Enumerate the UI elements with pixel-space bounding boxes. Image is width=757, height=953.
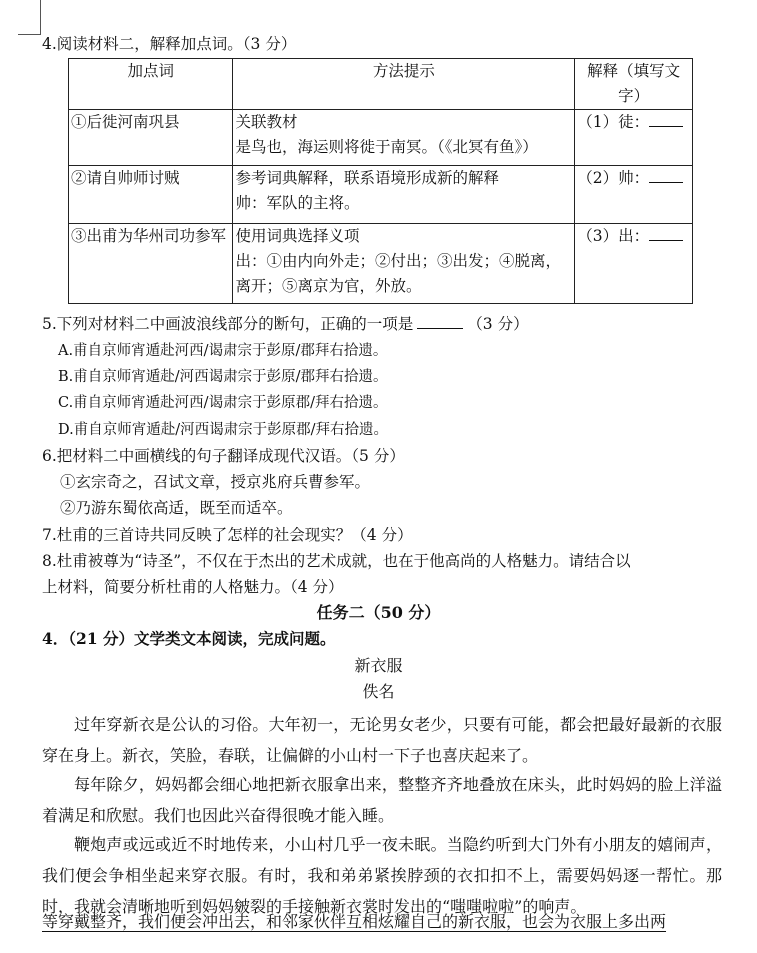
answer-blank[interactable] [649, 224, 683, 241]
task2-question-heading: 4．（21 分）文学类文本阅读，完成问题。 [42, 629, 336, 648]
answer-label: （3）出： [577, 227, 650, 245]
q5-option-a: A.甫自京师宵遁赴河西/谒肃宗于彭原/郡拜右拾遗。 [58, 343, 388, 359]
q7-stem: 7.杜甫的三首诗共同反映了怎样的社会现实？（4 分） [42, 526, 413, 544]
q4-title: 4.阅读材料二，解释加点词。（3 分） [42, 35, 297, 53]
table-row [69, 166, 693, 224]
row-answer [575, 110, 693, 166]
table-row [69, 224, 693, 304]
answer-label: （2）帅： [577, 169, 650, 187]
q5-stem-text: 5.下列对材料二中画波浪线部分的断句，正确的一项是 [42, 315, 414, 333]
hint-line: 使用词典选择义项 [235, 227, 360, 245]
row-hint [233, 110, 575, 166]
story-title: 新衣服 [354, 656, 403, 675]
hint-line: 帅：军队的主将。 [235, 194, 360, 212]
hint-line: 关联教材 [235, 113, 298, 131]
q5-option-d: D.甫自京师宵遁赴/河西谒肃宗于彭原郡/拜右拾遗。 [58, 422, 388, 438]
story-paragraph-3: 鞭炮声或远或近不时地传来，小山村几乎一夜未眠。当隐约听到大门外有小朋友的嬉闹声，我们便会争相坐起来穿衣服。有时，我和弟弟紧挨脖颈的衣扣扣不上，需要妈妈逐一帮忙。那时，我就会清晰地听到妈妈皴裂的手接触新衣裳时发出的“嗤嗤啦啦”的响声。 [42, 835, 722, 916]
q6-item-2: ②乃游东蜀依高适，既至而适卒。 [60, 499, 293, 517]
row-word: ①后徙河南巩县 [69, 110, 233, 166]
row-word: ②请自帅师讨贼 [69, 166, 233, 224]
row-answer [575, 166, 693, 224]
header-answer: 解释（填写文字） [575, 59, 693, 110]
q6-stem: 6.把材料二中画横线的句子翻译成现代汉语。（5 分） [42, 447, 405, 465]
q5-stem-score: （3 分） [467, 315, 529, 333]
q8-stem-line2: 上材料，简要分析杜甫的人格魅力。（4 分） [42, 578, 344, 596]
story-paragraph-1: 过年穿新衣是公认的习俗。大年初一，无论男女老少，只要有可能，都会把最好最新的衣服穿在身上。新衣，笑脸，春联，让偏僻的小山村一下子也喜庆起来了。 [42, 715, 722, 765]
task2-title: 任务二（50 分） [316, 603, 441, 622]
q5-option-b: B.甫自京师宵遁赴/河西谒肃宗于彭原/郡拜右拾遗。 [58, 369, 388, 385]
hint-line: 出：①由内向外走；②付出；③出发；④脱离，离开；⑤离京为官，外放。 [235, 252, 561, 295]
header-hint: 方法提示 [233, 59, 575, 110]
answer-blank[interactable] [649, 110, 683, 127]
q5-option-c: C.甫自京师宵遁赴河西/谒肃宗于彭原郡/拜右拾遗。 [58, 395, 388, 411]
hint-line: 是鸟也，海运则将徙于南冥。（《北冥有鱼》） [235, 138, 538, 156]
header-word: 加点词 [69, 59, 233, 110]
q4-table [68, 58, 693, 304]
story-author: 佚名 [362, 682, 395, 701]
q6-item-1: ①玄宗奇之，召试文章，授京兆府兵曹参军。 [60, 473, 371, 491]
story-paragraph-2: 每年除夕，妈妈都会细心地把新衣服拿出来，整整齐齐地叠放在床头，此时妈妈的脸上洋溢着满足和欣慰。我们也因此兴奋得很晚才能入睡。 [42, 775, 722, 825]
story-underlined-line: 等穿戴整齐，我们便会冲出去，和邻家伙伴互相炫耀自己的新衣服，也会为衣服上多出两 [42, 912, 667, 931]
row-word: ③出甫为华州司功参军 [69, 224, 233, 304]
q5-answer-blank[interactable] [417, 314, 463, 329]
q8-stem-line1: 8.杜甫被尊为“诗圣”，不仅在于杰出的艺术成就，也在于他高尚的人格魅力。请结合以 [42, 552, 631, 570]
row-hint [233, 224, 575, 304]
row-answer [575, 224, 693, 304]
hint-line: 参考词典解释，联系语境形成新的解释 [235, 169, 499, 187]
row-hint [233, 166, 575, 224]
q5-stem [42, 313, 529, 335]
answer-label: （1）徒： [577, 113, 650, 131]
table-row [69, 110, 693, 166]
page-corner-mark [18, 0, 41, 35]
table-header-row [69, 59, 693, 110]
answer-blank[interactable] [649, 166, 683, 183]
